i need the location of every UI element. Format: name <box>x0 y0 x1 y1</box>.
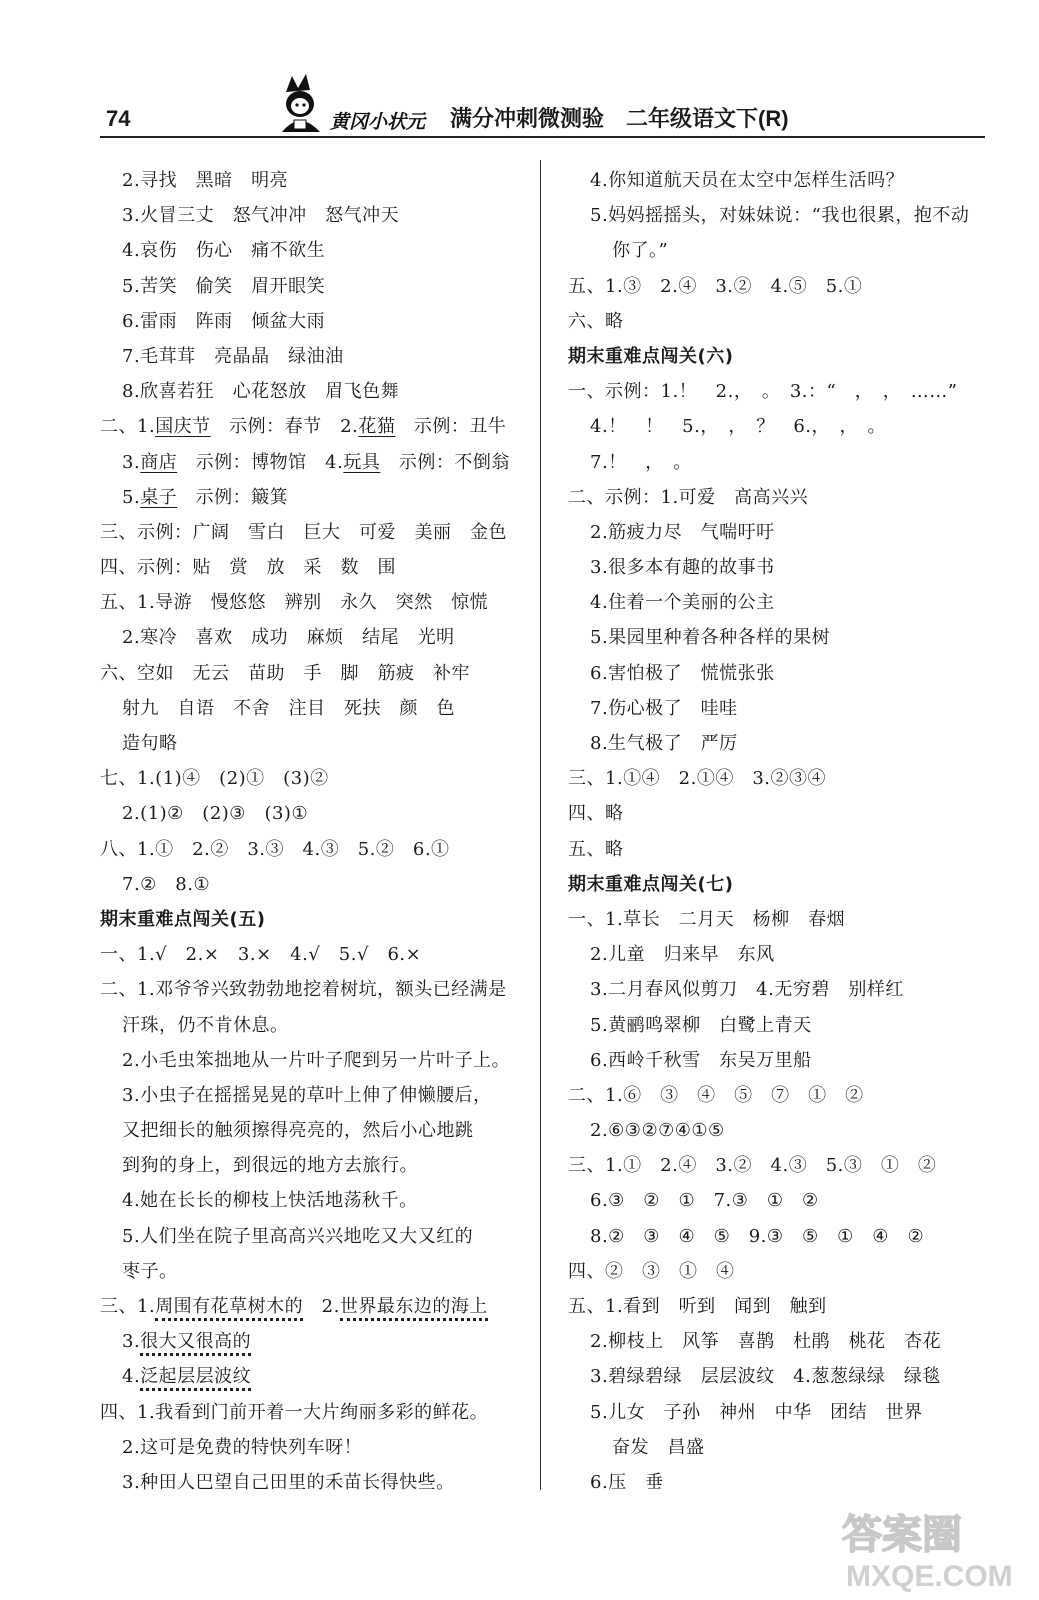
answer-line: 2.筋疲力尽 气喘吁吁 <box>590 521 775 543</box>
answer-line: 二、示例：1.可爱 高高兴兴 <box>568 486 809 508</box>
answer-line: 七、1.(1)④ (2)① (3)② <box>100 768 329 790</box>
answer-line: 一、1.草长 二月天 杨柳 春烟 <box>568 908 846 930</box>
answer-line: 四、1.我看到门前开着一大片绚丽多彩的鲜花。 <box>100 1401 489 1423</box>
answer-line: 三、1.①④ 2.①④ 3.②③④ <box>568 768 827 790</box>
watermark-url: MXQE.COM <box>846 1560 1013 1593</box>
underlined-answer: 桌子 <box>140 486 178 508</box>
answer-line: 一、示例：1.！ 2.， 。 3.：“ ， ， ……” <box>568 381 958 403</box>
underlined-answer: 商店 <box>140 451 178 473</box>
watermark <box>836 1496 1026 1594</box>
answer-text: 2. <box>303 1296 340 1317</box>
mascot-icon <box>282 74 320 132</box>
answer-line: 到狗的身上，到很远的地方去旅行。 <box>122 1155 418 1177</box>
answer-line: 6.③ ② ① 7.③ ① ② <box>590 1190 819 1212</box>
answer-line: 五、略 <box>568 838 624 860</box>
answer-text: 5. <box>122 486 141 508</box>
answer-line: 2.儿童 归来早 东风 <box>590 944 775 966</box>
answer-text: 4. <box>122 1366 141 1388</box>
answer-line: 二、1.⑥ ③ ④ ⑤ ⑦ ① ② <box>568 1084 864 1106</box>
answer-line: 8.② ③ ④ ⑤ 9.③ ⑤ ① ④ ② <box>590 1225 925 1247</box>
answer-text: 示例：春节 2. <box>210 416 359 438</box>
answer-line: 6.害怕极了 慌慌张张 <box>590 662 775 684</box>
left-answer-column <box>100 163 530 1500</box>
answer-line: 2.寒冷 喜欢 成功 麻烦 结尾 光明 <box>122 627 455 649</box>
answer-line: 4.你知道航天员在太空中怎样生活吗？ <box>590 170 905 191</box>
answer-line <box>100 480 530 515</box>
answer-line: 四、② ③ ① ④ <box>568 1260 735 1282</box>
answer-line: 7.！ ， 。 <box>590 451 692 473</box>
answer-text: 三、1. <box>100 1296 156 1317</box>
answer-line: 二、1.邓爷爷兴致勃勃地挖着树坑，额头已经满是 <box>100 979 507 1001</box>
answer-line: 3.很多本有趣的故事书 <box>590 557 775 579</box>
answer-text: 示例：博物馆 4. <box>177 451 344 473</box>
answer-line: 2.⑥③②⑦④①⑤ <box>590 1120 725 1142</box>
answer-line: 2.柳枝上 风筝 喜鹊 杜鹃 桃花 杏花 <box>590 1331 942 1353</box>
underlined-answer: 花猫 <box>358 416 396 438</box>
grade-title: 二年级语文下(R) <box>626 106 789 131</box>
answer-line: 7.毛茸茸 亮晶晶 绿油油 <box>122 345 344 367</box>
watermark-text: 答案圈 <box>842 1512 962 1558</box>
logo-text: 黄冈小状元 <box>330 111 426 133</box>
dotted-answer: 泛起层层波纹 <box>140 1366 251 1391</box>
answer-line: 汗珠，仍不肯休息。 <box>122 1014 289 1036</box>
answer-text: 二、1. <box>100 416 156 438</box>
answer-line: 3.二月春风似剪刀 4.无穷碧 别样红 <box>590 979 904 1001</box>
page-header <box>100 70 985 136</box>
answer-text: 示例：簸箕 <box>177 486 289 508</box>
answer-line: 六、空如 无云 苗助 手 脚 筋疲 补牢 <box>100 662 470 684</box>
header-rule <box>100 136 985 138</box>
answer-line: 5.儿女 子孙 神州 中华 团结 世界 <box>590 1401 923 1423</box>
answer-line: 3.碧绿碧绿 层层波纹 4.葱葱绿绿 绿毯 <box>590 1366 941 1388</box>
answer-line: 3.小虫子在摇摇晃晃的草叶上伸了伸懒腰后， <box>122 1084 492 1106</box>
series-title: 满分冲刺微测验 <box>450 106 605 131</box>
answer-line: 又把细长的触须擦得亮亮的，然后小心地跳 <box>122 1120 474 1142</box>
answer-line: 4.！ ！ 5.， ， ？ 6.， ， 。 <box>590 416 887 438</box>
answer-text: 3. <box>122 451 141 473</box>
answer-line: 3.火冒三丈 怒气冲冲 怒气冲天 <box>122 205 400 227</box>
answer-line: 五、1.导游 慢悠悠 辨别 永久 突然 惊慌 <box>100 592 489 614</box>
answer-line: 六、略 <box>568 310 624 332</box>
dotted-answer: 世界最东边的海上 <box>340 1296 488 1321</box>
answer-line: 2.这可是免费的特快列车呀！ <box>122 1436 363 1458</box>
answer-line: 6.西岭千秋雪 东吴万里船 <box>590 1049 812 1071</box>
answer-line: 4.她在长长的柳枝上快活地荡秋千。 <box>122 1190 418 1212</box>
dotted-answer: 很大又很高的 <box>140 1331 251 1356</box>
answer-line: 五、1.③ 2.④ 3.② 4.⑤ 5.① <box>568 275 863 297</box>
answer-line: 4.住着一个美丽的公主 <box>590 592 775 614</box>
answer-line <box>100 409 530 444</box>
answer-line: 枣子。 <box>122 1260 178 1282</box>
answer-line: 一、1.√ 2.× 3.× 4.√ 5.√ 6.× <box>100 944 422 966</box>
answer-line: 7.伤心极了 哇哇 <box>590 697 738 719</box>
answer-line: 5.人们坐在院子里高高兴兴地吃又大又红的 <box>122 1225 474 1247</box>
answer-line: 6.压 垂 <box>590 1471 664 1493</box>
answer-line: 你了。” <box>612 240 669 262</box>
dotted-answer: 周围有花草树木的 <box>155 1296 303 1321</box>
answer-line: 5.黄鹂鸣翠柳 白鹭上青天 <box>590 1014 812 1036</box>
column-divider <box>540 160 541 1490</box>
section-heading: 期末重难点闯关(五) <box>100 908 266 930</box>
answer-line: 八、1.① 2.② 3.③ 4.③ 5.② 6.① <box>100 838 450 860</box>
answer-line <box>100 445 530 480</box>
answer-line: 8.欣喜若狂 心花怒放 眉飞色舞 <box>122 381 400 403</box>
answer-line: 2.寻找 黑暗 明亮 <box>122 170 289 191</box>
answer-text: 示例：丑牛 <box>395 416 507 438</box>
right-answer-column <box>568 163 988 1500</box>
answer-line: 5.苦笑 偷笑 眉开眼笑 <box>122 275 326 297</box>
underlined-answer: 玩具 <box>343 451 381 473</box>
answer-line: 5.妈妈摇摇头，对妹妹说：“我也很累，抱不动 <box>590 205 970 227</box>
answer-line: 7.② 8.① <box>122 873 211 895</box>
answer-line: 射九 自语 不舍 注目 死扶 颜 色 <box>122 697 455 719</box>
underlined-answer: 国庆节 <box>155 416 211 438</box>
answer-text: 3. <box>122 1331 141 1353</box>
answer-line: 奋发 昌盛 <box>612 1436 705 1458</box>
answer-line: 3.种田人巴望自己田里的禾苗长得快些。 <box>122 1471 455 1493</box>
answer-line: 5.果园里种着各种各样的果树 <box>590 627 831 649</box>
answer-text: 示例：不倒翁 <box>380 451 510 473</box>
section-heading: 期末重难点闯关(七) <box>568 873 734 895</box>
answer-line: 四、略 <box>568 803 624 825</box>
answer-line: 8.生气极了 严厉 <box>590 733 738 754</box>
answer-line: 6.雷雨 阵雨 倾盆大雨 <box>122 310 326 332</box>
answer-line: 2.小毛虫笨拙地从一片叶子爬到另一片叶子上。 <box>122 1049 511 1071</box>
section-heading: 期末重难点闯关(六) <box>568 345 734 367</box>
answer-line: 三、1.① 2.④ 3.② 4.③ 5.③ ① ② <box>568 1155 937 1177</box>
answer-line: 2.(1)② (2)③ (3)① <box>122 803 309 825</box>
answer-line: 造句略 <box>122 733 178 754</box>
answer-line: 四、示例：贴 赏 放 采 数 围 <box>100 557 396 579</box>
answer-line: 五、1.看到 听到 闻到 触到 <box>568 1296 827 1317</box>
answer-line: 三、示例：广阔 雪白 巨大 可爱 美丽 金色 <box>100 521 507 543</box>
answer-line <box>100 1359 530 1394</box>
page-number: 74 <box>106 106 131 131</box>
answer-line <box>100 1324 530 1359</box>
answer-line <box>100 1289 530 1324</box>
answer-line: 4.哀伤 伤心 痛不欲生 <box>122 240 326 262</box>
